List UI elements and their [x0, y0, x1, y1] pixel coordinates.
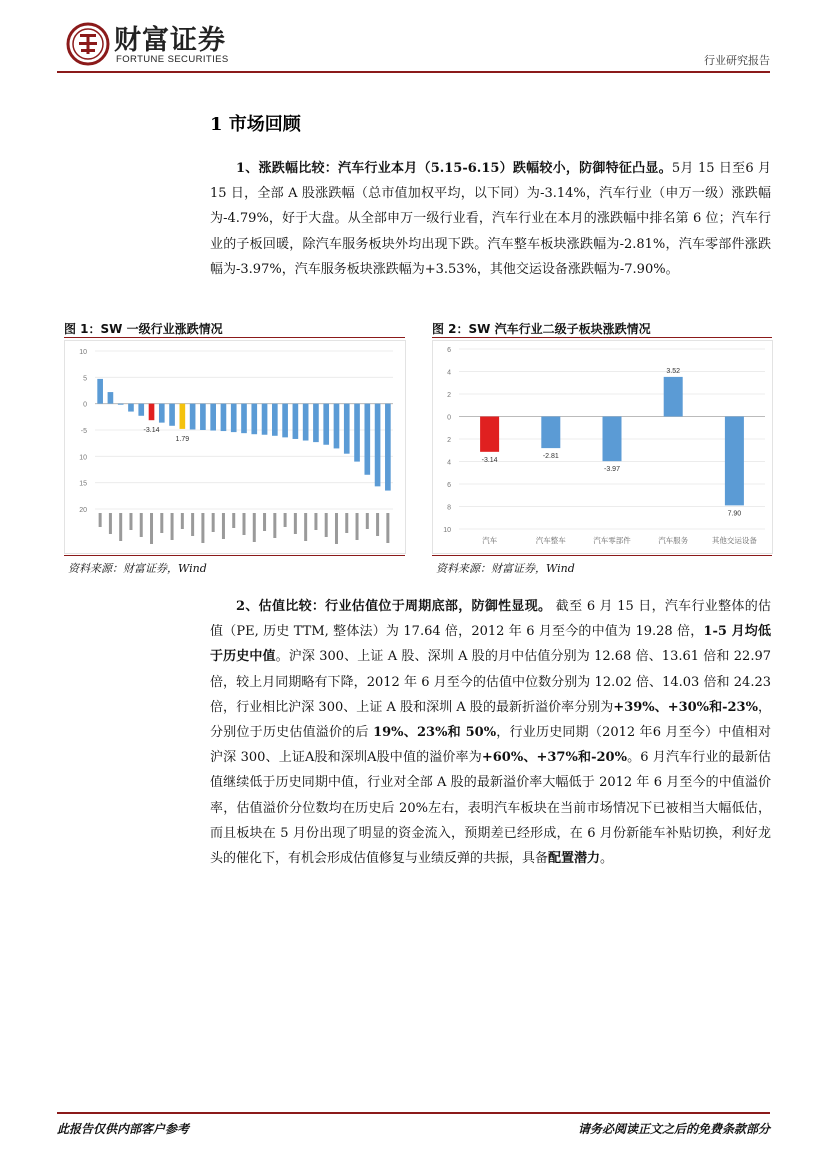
- x-category-label: [253, 513, 256, 542]
- x-tick-label: 汽车零部件: [593, 536, 631, 545]
- figure1-chart: [65, 341, 405, 553]
- bar: [118, 404, 124, 405]
- data-label: 7.90: [727, 510, 742, 518]
- x-tick-label: 其他交运设备: [711, 536, 757, 545]
- x-tick-label: 汽车整车: [535, 536, 566, 545]
- bar: [210, 404, 216, 431]
- x-category-label: [109, 513, 112, 534]
- y-tick-label: 2: [447, 392, 451, 399]
- y-tick-label: 15: [79, 480, 87, 488]
- x-category-label: [191, 513, 194, 536]
- x-category-label: [366, 513, 369, 529]
- paragraph-text: 。6 月汽车行业的最新估值继续低于历史同期中值，行业对全部 A 股的最新溢价率大幅低于 2012 年 6 月至今的中值溢价率，估值溢价分位数均在历史后 20%左右，表明汽车板块在当前市场情况下已被相当大幅低估，而且板块在 5 月份出现了明显的资金流入，预期差已经形成，在 6 月份新能车补贴切换，利好龙头的催化下，有机会形成估值修复与业绩反弹的共振，具备: [210, 750, 771, 867]
- y-tick-label: 4: [447, 369, 451, 377]
- y-tick-label: -5: [80, 428, 87, 435]
- paragraph-valuation: [210, 594, 771, 871]
- figure1-bottom-rule: [64, 555, 405, 556]
- paragraph-text: 截至 6 月 15 日，汽车行业整体的估值（PE, 历史 TTM, 整体法）为 17.64 倍，2012 年 6 月至今的中值为 19.28 倍，: [210, 599, 772, 640]
- x-category-label: [181, 513, 184, 529]
- bar: [725, 417, 744, 506]
- figure2-title: 图 2：SW 汽车行业二级子板块涨跌情况: [432, 322, 651, 336]
- bar: [200, 404, 206, 430]
- x-category-label: [201, 513, 204, 543]
- paragraph-body: 5月 15 日至6 月 15 日，全部 A 股涨跌幅（总市值加权平均，以下同）为-3.14%，汽车行业（申万一级）涨跌幅为-4.79%，好于大盘。从全部申万一级行业看，汽车行业在本月的涨跌幅中排名第 6 位；汽车行业的子板回暖，除汽车服务板块外均出现下跌。汽车整车板块涨跌幅为-2.81%，汽车零部件涨跌幅为-3.97%，汽车服务板块涨跌幅为+3.53%，其他交运设备涨跌幅为-7.90%。: [210, 161, 772, 277]
- bar: [241, 404, 247, 433]
- bar: [251, 404, 257, 435]
- paragraph-text: 。: [600, 851, 614, 867]
- paragraph-text: ，行业历史同期（2012 年6 月至今）中值相对沪深 300、上证A股和深圳A股中值的溢价率为: [210, 725, 771, 766]
- footer-notice: 请务必阅读正文之后的免费条款部分: [577, 1122, 770, 1136]
- data-label: -3.14: [143, 427, 160, 435]
- y-tick-label: 20: [79, 507, 87, 514]
- data-label: 3.52: [666, 367, 681, 375]
- y-tick-label: 0: [447, 414, 451, 422]
- y-tick-label: 2: [447, 437, 451, 444]
- x-category-label: [314, 513, 317, 530]
- data-label: -3.14: [481, 456, 498, 464]
- figure2-top-rule: [432, 337, 772, 338]
- x-category-label: [212, 513, 215, 532]
- bar: [334, 404, 340, 449]
- figure1-top-rule: [64, 337, 405, 338]
- bar: [313, 404, 319, 442]
- figure1-chart-area: [64, 340, 406, 554]
- x-category-label: [345, 513, 348, 533]
- paragraph-emphasis: +39%、+30%和-23%: [613, 699, 758, 715]
- bar: [180, 404, 186, 429]
- y-tick-label: 8: [447, 504, 451, 512]
- x-category-label: [325, 513, 328, 537]
- x-category-label: [273, 513, 276, 538]
- bar: [262, 404, 268, 435]
- x-category-label: [335, 513, 338, 544]
- page-header: [0, 0, 827, 80]
- x-category-label: [356, 513, 359, 540]
- section-title: 1 市场回顾: [210, 114, 301, 135]
- bar: [303, 404, 309, 441]
- y-tick-label: 0: [83, 401, 87, 409]
- bar: [159, 404, 165, 423]
- bar: [282, 404, 288, 438]
- bar: [364, 404, 370, 475]
- data-label: -3.97: [604, 466, 620, 474]
- x-tick-label: 汽车服务: [658, 536, 689, 545]
- bar: [480, 417, 499, 452]
- bar: [664, 377, 683, 417]
- x-category-label: [294, 513, 297, 534]
- y-tick-label: 5: [83, 375, 87, 383]
- x-category-label: [376, 513, 379, 536]
- company-name-en: FORTUNE SECURITIES: [116, 54, 229, 65]
- x-category-label: [284, 513, 287, 527]
- figure2-source: 资料来源：财富证券，Wind: [436, 562, 575, 575]
- x-category-label: [232, 513, 235, 528]
- y-tick-label: 10: [79, 454, 87, 462]
- figure2-bottom-rule: [432, 555, 772, 556]
- figure2-chart: [433, 341, 772, 553]
- data-label: 1.79: [175, 435, 190, 443]
- x-category-label: [99, 513, 102, 527]
- header-divider: [57, 71, 770, 73]
- report-type: 行业研究报告: [704, 54, 770, 67]
- paragraph-lead: 2、估值比较：行业估值位于周期底部，防御性显现。: [236, 599, 552, 614]
- figure1-source: 资料来源：财富证券，Wind: [68, 562, 207, 575]
- paragraph-price-change: [210, 156, 771, 282]
- bar: [272, 404, 278, 436]
- bar: [541, 417, 560, 449]
- y-tick-label: 10: [79, 349, 87, 356]
- y-tick-label: 10: [443, 527, 451, 534]
- y-tick-label: 4: [447, 459, 451, 467]
- bar: [385, 404, 391, 491]
- x-category-label: [129, 513, 132, 530]
- bar: [138, 404, 144, 416]
- paragraph-emphasis: 1-5 月均低于历史中值: [210, 624, 771, 665]
- y-tick-label: 6: [447, 482, 451, 489]
- x-category-label: [222, 513, 225, 539]
- footer-disclaimer: 此报告仅供内部客户参考: [57, 1122, 190, 1136]
- figure2-chart-area: [432, 340, 773, 554]
- paragraph-text: 。沪深 300、上证 A 股、深圳 A 股的月中估值分别为 12.68 倍、13.61 倍和 22.97 倍，较上月同期略有下降，2012 年 6 月至今的估值中位数分别为 12.02 倍、14.03 倍和 24.23 倍，行业相比沪深 300、上证 A 股和深圳 A 股的最新折溢价率分别为: [210, 649, 771, 715]
- bar: [149, 404, 155, 421]
- y-tick-label: 6: [447, 347, 451, 354]
- bar: [323, 404, 329, 445]
- paragraph-emphasis: 配置潜力: [548, 851, 601, 867]
- x-category-label: [119, 513, 122, 541]
- bar: [293, 404, 299, 439]
- x-category-label: [171, 513, 174, 540]
- bar: [97, 379, 103, 404]
- paragraph-emphasis: +60%、+37%和-20%: [481, 750, 627, 766]
- bar: [344, 404, 350, 454]
- x-category-label: [386, 513, 389, 543]
- paragraph-emphasis: 19%、23%和 50%: [373, 725, 497, 741]
- company-logo-icon: [66, 22, 110, 66]
- x-category-label: [140, 513, 143, 537]
- paragraph-lead: 1、涨跌幅比较：汽车行业本月（5.15-6.15）跌幅较小，防御特征凸显。: [236, 161, 672, 176]
- figure1-title: 图 1：SW 一级行业涨跌情况: [64, 322, 223, 336]
- x-category-label: [150, 513, 153, 544]
- x-category-label: [263, 513, 266, 531]
- paragraph-text: ，分别位于历史估值溢价的后: [210, 699, 771, 741]
- x-tick-label: 汽车: [482, 536, 498, 545]
- data-label: -2.81: [542, 453, 559, 461]
- bar: [221, 404, 227, 431]
- x-category-label: [160, 513, 163, 533]
- bar: [354, 404, 360, 462]
- bar: [375, 404, 381, 487]
- x-category-label: [304, 513, 307, 541]
- bar: [108, 392, 114, 404]
- footer-divider: [57, 1112, 770, 1114]
- bar: [231, 404, 237, 432]
- bar: [603, 417, 622, 462]
- x-category-label: [243, 513, 246, 535]
- bar: [190, 404, 196, 430]
- bar: [128, 404, 134, 412]
- bar: [169, 404, 175, 426]
- company-name-cn: 财富证券: [114, 25, 226, 56]
